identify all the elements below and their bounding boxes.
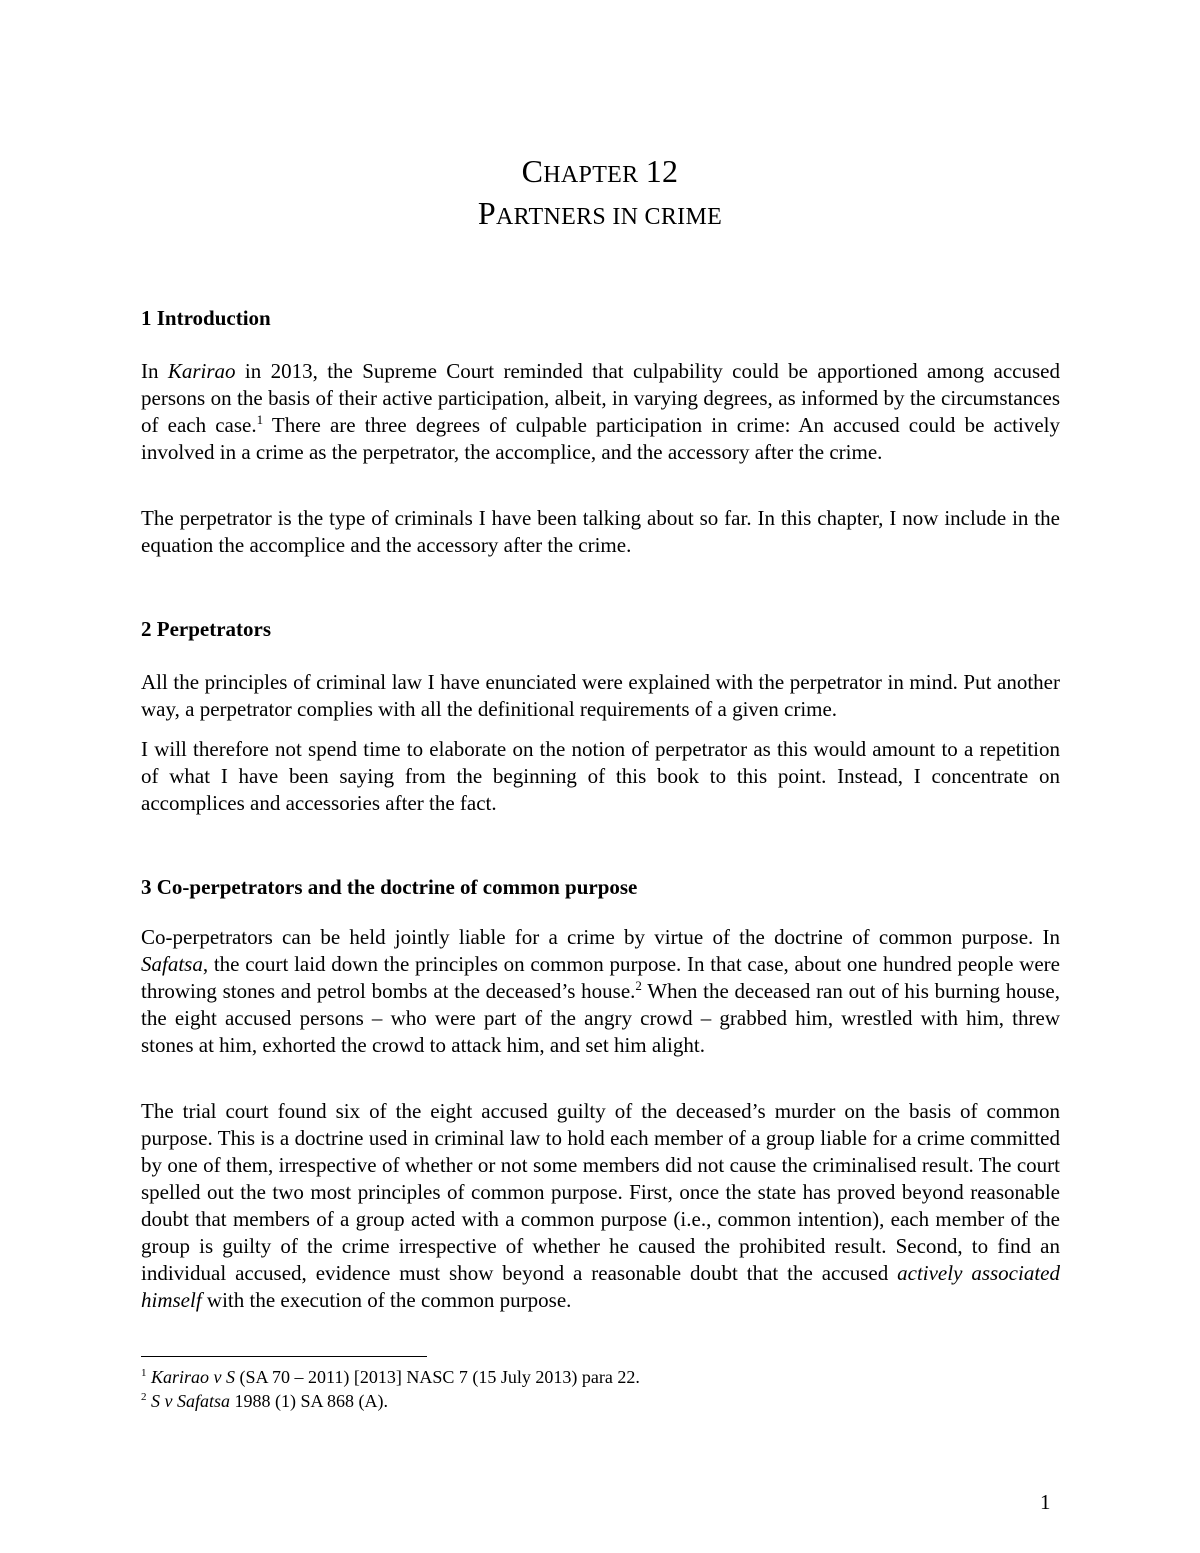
footnote-1: $^1$ Karirao v S (SA 70 – 2011) [2013] NASC 7 (15 July 2013) para 22. <box>141 1367 640 1387</box>
footnote-ref-2: 2 <box>635 978 642 993</box>
chapter-title: PARTNERS IN CRIME <box>477 195 723 231</box>
emphasis-text: actively associated himself <box>141 1261 1060 1312</box>
case-name: Safatsa <box>141 952 203 976</box>
perpetrators-paragraph-1: All the principles of criminal law I have enunciated were explained with the perpetrator in mind. Put another way, a perpetrator complies with all the definitional requirements of a given crime. <box>141 670 1060 721</box>
co-perpetrators-paragraph-2: The trial court found six of the eight accused guilty of the deceased’s murder on the basis of common purpose. This is a doctrine used in criminal law to hold each member of a group liable for a crime committed by one of them, irrespective of whether or not some members did not cause the criminalised result. The court spelled out the two most principles of common purpose. First, once the state has proved beyond reasonable doubt that members of a group acted with a common purpose (i.e., common intention), each member of the group is guilty of the crime irrespective of whether he caused the prohibited result. Second, to find an individual accused, evidence must show beyond a reasonable doubt that the accused actively associated himself with the execution of the common purpose. <box>141 1099 1060 1312</box>
perpetrators-paragraph-2: I will therefore not spend time to elaborate on the notion of perpetrator as this would amount to a repetition of what I have been saying from the beginning of this book to this point. Instead, I concentrate on accomplices and accessories after the fact. <box>141 737 1060 815</box>
section-heading-introduction: 1 Introduction <box>141 306 271 330</box>
section-heading-perpetrators: 2 Perpetrators <box>141 617 272 641</box>
page-number: 1 <box>1040 1490 1051 1514</box>
co-perpetrators-paragraph-1: Co-perpetrators can be held jointly liable for a crime by virtue of the doctrine of common purpose. In Safatsa, the court laid down the principles on common purpose. In that case, about one hundred people were throwing stones and petrol bombs at the deceased’s house.$^2$ When the deceased ran out of his burning house, the eight accused persons – who were part of the angry crowd – grabbed him, wrestled with him, threw stones at him, exhorted the crowd to attack him, and set him alight. <box>141 925 1060 1057</box>
case-name: Karirao <box>167 359 236 383</box>
intro-paragraph-2: The perpetrator is the type of criminals I have been talking about so far. In this chapter, I now include in the equation the accomplice and the accessory after the crime. <box>141 506 1060 557</box>
footnote-separator <box>141 1356 427 1357</box>
chapter-label: CHAPTER 12 <box>521 153 679 189</box>
intro-paragraph-1: In Karirao in 2013, the Supreme Court reminded that culpability could be apportioned among accused persons on the basis of their active participation, albeit, in varying degrees, as informed by the circumstances of each case.$^1$ There are three degrees of culpable participation in crime: An accused could be actively involved in a crime as the perpetrator, the accomplice, and the accessory after the crime. <box>141 359 1060 464</box>
footnote-ref-1: 1 <box>256 412 264 427</box>
section-heading-co-perpetrators: 3 Co-perpetrators and the doctrine of common purpose <box>141 875 638 899</box>
chapter-heading <box>0 152 1200 236</box>
footnote-2: $^2$ S v Safatsa 1988 (1) SA 868 (A). <box>141 1391 388 1411</box>
